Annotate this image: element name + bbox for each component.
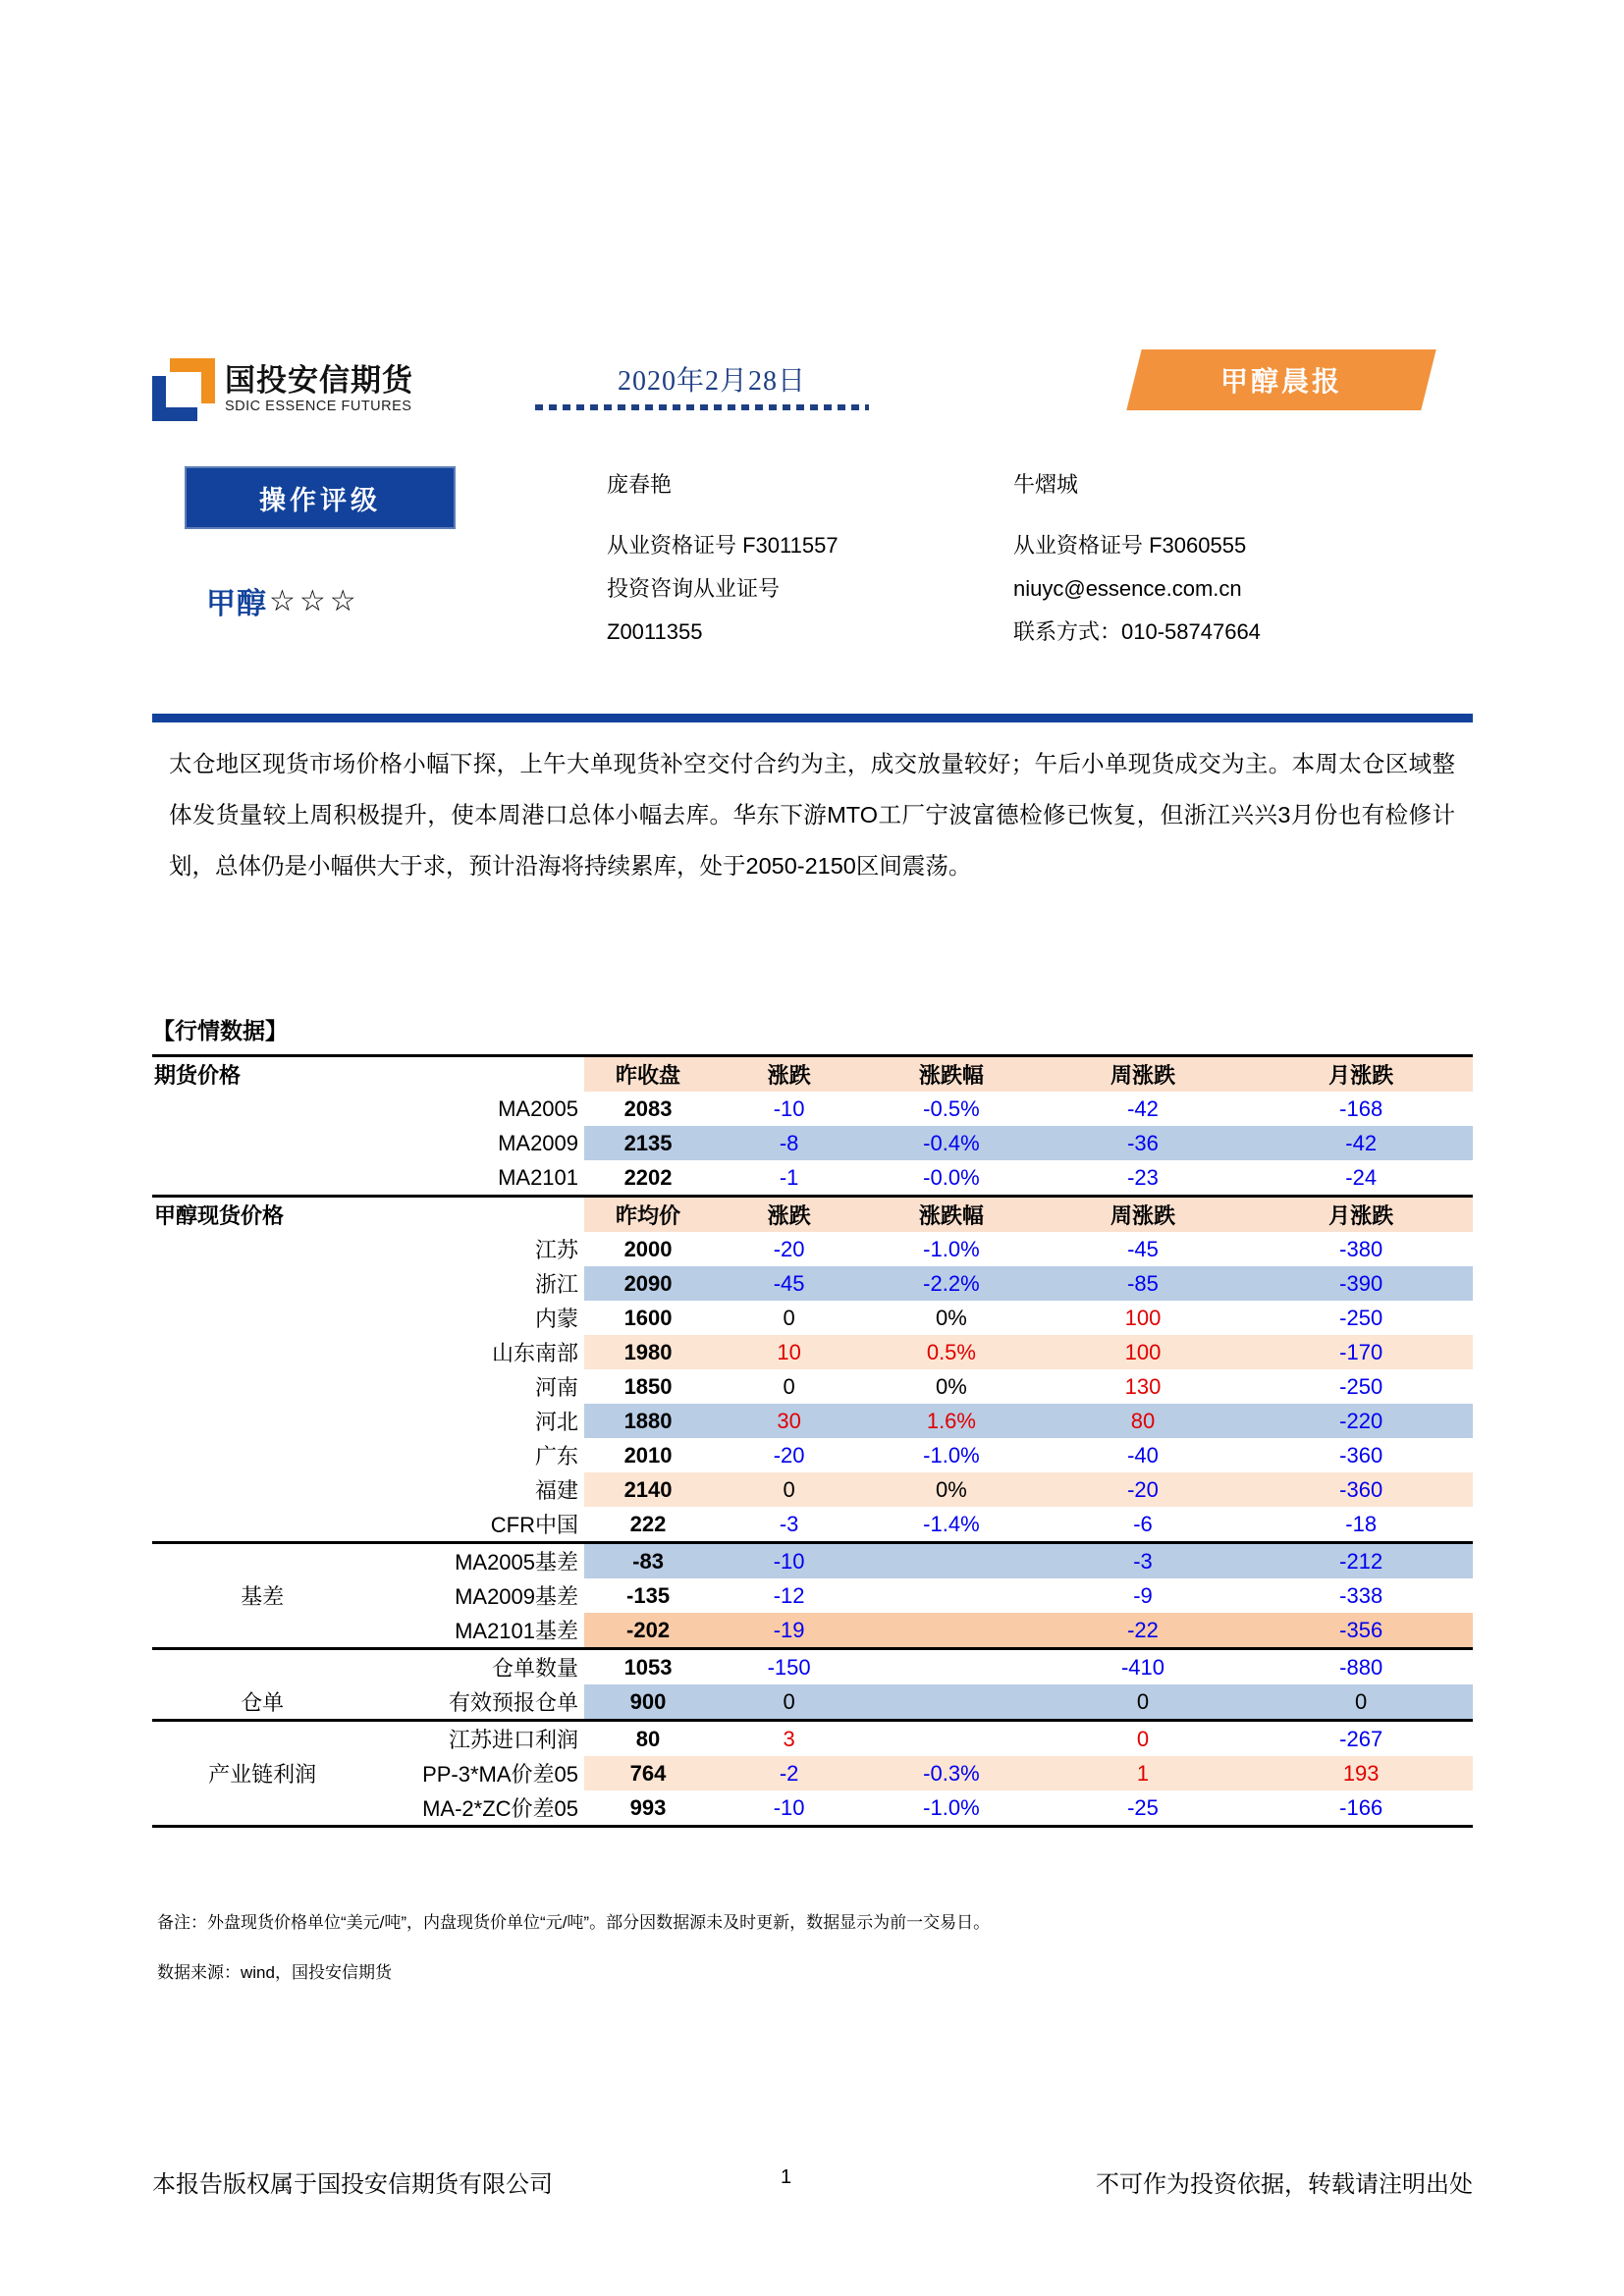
report-date-block <box>535 359 889 410</box>
row-change: 0 <box>712 1684 866 1721</box>
row-week-change: 130 <box>1037 1369 1250 1404</box>
row-value: 2083 <box>584 1092 712 1126</box>
table-note-source: 数据来源：wind，国投安信期货 <box>157 1963 392 1982</box>
report-date: 2020年2月28日 <box>617 366 806 397</box>
row-change-pct: 0.5% <box>866 1335 1036 1369</box>
row-change: 0 <box>712 1301 866 1335</box>
row-label: 仓单数量 <box>372 1649 584 1685</box>
row-change: 0 <box>712 1369 866 1404</box>
row-change: -19 <box>712 1613 866 1649</box>
logo-mark-icon <box>152 358 215 421</box>
row-label: PP-3*MA价差05 <box>422 1762 579 1787</box>
header-divider <box>152 714 1473 722</box>
row-month-change: -360 <box>1249 1438 1473 1472</box>
section-name: 基差 <box>241 1584 285 1609</box>
table-note-units: 备注：外盘现货价格单位“美元/吨”，内盘现货价单位“元/吨”。部分因数据源未及时更新，数据显示为前一交易日。 <box>157 1913 991 1932</box>
row-change-pct <box>866 1684 1036 1721</box>
row-label: MA2009基差 <box>455 1584 579 1609</box>
row-change: 0 <box>712 1472 866 1507</box>
row-value: -135 <box>584 1578 712 1613</box>
table-row <box>152 1472 1473 1507</box>
row-month-change: -212 <box>1249 1543 1473 1579</box>
row-month-change: -250 <box>1249 1301 1473 1335</box>
row-label: 内蒙 <box>535 1307 579 1331</box>
row-change: 30 <box>712 1404 866 1438</box>
row-label: 浙江 <box>535 1272 579 1297</box>
row-month-change: 193 <box>1249 1756 1473 1790</box>
row-week-change: 100 <box>1037 1301 1250 1335</box>
analyst-email[interactable]: niuyc@essence.com.cn <box>1013 576 1242 601</box>
analyst-contact-right <box>1013 463 1465 654</box>
row-label: 河北 <box>535 1410 579 1434</box>
row-label: 江苏 <box>535 1238 579 1262</box>
row-change: -3 <box>712 1507 866 1543</box>
report-header <box>152 342 1473 450</box>
row-week-change: -3 <box>1037 1543 1250 1579</box>
row-change: -150 <box>712 1649 866 1685</box>
section-name: 产业链利润 <box>208 1762 317 1787</box>
row-month-change: -338 <box>1249 1578 1473 1613</box>
col-header-change: 涨跌 <box>712 1197 866 1233</box>
section-name: 期货价格 <box>152 1056 372 1093</box>
section-name: 甲醇现货价格 <box>152 1197 372 1233</box>
table-row <box>152 1335 1473 1369</box>
row-month-change: 0 <box>1249 1684 1473 1721</box>
row-week-change: -85 <box>1037 1266 1250 1301</box>
row-month-change: -42 <box>1249 1126 1473 1160</box>
row-value: 2000 <box>584 1232 712 1266</box>
row-week-change: 0 <box>1037 1684 1250 1721</box>
row-value: 993 <box>584 1790 712 1827</box>
table-row <box>152 1126 1473 1160</box>
row-change: -12 <box>712 1578 866 1613</box>
row-change-pct: 0% <box>866 1301 1036 1335</box>
row-value: 1980 <box>584 1335 712 1369</box>
row-value: -83 <box>584 1543 712 1579</box>
table-row <box>152 1266 1473 1301</box>
row-change-pct: -0.4% <box>866 1126 1036 1160</box>
row-change-pct: -0.3% <box>866 1756 1036 1790</box>
row-change: -2 <box>712 1756 866 1790</box>
col-header-week-change: 周涨跌 <box>1037 1197 1250 1233</box>
row-label: 山东南部 <box>492 1341 579 1365</box>
row-change-pct: -1.0% <box>866 1790 1036 1827</box>
row-change-pct: -2.2% <box>866 1266 1036 1301</box>
row-change: -45 <box>712 1266 866 1301</box>
row-week-change: -9 <box>1037 1578 1250 1613</box>
row-change-pct <box>866 1578 1036 1613</box>
spacer-cell <box>372 1056 584 1093</box>
report-type-banner <box>1126 349 1435 410</box>
row-label: 有效预报仓单 <box>449 1690 579 1715</box>
row-change: 10 <box>712 1335 866 1369</box>
row-change-pct <box>866 1543 1036 1579</box>
row-value: 900 <box>584 1684 712 1721</box>
company-logo <box>152 351 447 428</box>
row-change: -1 <box>712 1160 866 1197</box>
row-value: 1880 <box>584 1404 712 1438</box>
date-dotted-rule <box>535 404 869 410</box>
row-label: 河南 <box>535 1375 579 1400</box>
row-value: -202 <box>584 1613 712 1649</box>
table-row <box>152 1438 1473 1472</box>
footer-page-number: 1 <box>781 2166 792 2188</box>
market-data-heading: 【行情数据】 <box>152 1018 288 1043</box>
col-header-change-pct: 涨跌幅 <box>866 1056 1036 1093</box>
row-change-pct <box>866 1721 1036 1757</box>
table-row <box>152 1721 1473 1757</box>
row-value: 1053 <box>584 1649 712 1685</box>
operation-rating-label: 操作评级 <box>259 485 381 515</box>
row-month-change: -24 <box>1249 1160 1473 1197</box>
row-value: 2010 <box>584 1438 712 1472</box>
analyst-consult-title: 投资咨询从业证号 <box>607 576 781 601</box>
row-label: CFR中国 <box>490 1513 579 1537</box>
row-week-change: -22 <box>1037 1613 1250 1649</box>
row-label: 福建 <box>535 1478 579 1503</box>
row-label: MA2101 <box>498 1164 579 1190</box>
row-month-change: -880 <box>1249 1649 1473 1685</box>
row-week-change: -42 <box>1037 1092 1250 1126</box>
table-row <box>152 1790 1473 1827</box>
market-data-table <box>152 1054 1473 1828</box>
row-change-pct <box>866 1649 1036 1685</box>
row-change-pct <box>866 1613 1036 1649</box>
row-value: 1850 <box>584 1369 712 1404</box>
report-type-label: 甲醇晨报 <box>1219 366 1342 397</box>
col-header-month-change: 月涨跌 <box>1249 1056 1473 1093</box>
row-week-change: 1 <box>1037 1756 1250 1790</box>
row-value: 2090 <box>584 1266 712 1301</box>
row-week-change: -410 <box>1037 1649 1250 1685</box>
table-row <box>152 1543 1473 1579</box>
col-header-week-change: 周涨跌 <box>1037 1056 1250 1093</box>
operation-rating-box <box>185 466 456 529</box>
table-row <box>152 1649 1473 1685</box>
analyst-contact-left <box>607 463 1019 654</box>
row-month-change: -360 <box>1249 1472 1473 1507</box>
table-section-header <box>152 1197 1473 1233</box>
row-change: -10 <box>712 1543 866 1579</box>
section-name: 仓单 <box>241 1690 285 1715</box>
row-week-change: -36 <box>1037 1126 1250 1160</box>
table-row <box>152 1232 1473 1266</box>
row-label: MA2005 <box>498 1095 579 1121</box>
row-week-change: 100 <box>1037 1335 1250 1369</box>
logo-chinese-name: 国投安信期货 <box>225 362 413 398</box>
footer-copyright: 本报告版权属于国投安信期货有限公司 <box>152 2171 553 2198</box>
row-week-change: -40 <box>1037 1438 1250 1472</box>
col-header-change-pct: 涨跌幅 <box>866 1197 1036 1233</box>
row-label: MA2009 <box>498 1130 579 1155</box>
analyst-name: 牛熠城 <box>1013 472 1079 497</box>
table-row <box>152 1369 1473 1404</box>
row-change-pct: -1.0% <box>866 1438 1036 1472</box>
row-change-pct: -0.0% <box>866 1160 1036 1197</box>
row-value: 1600 <box>584 1301 712 1335</box>
table-section-header <box>152 1056 1473 1093</box>
logo-english-name: SDIC ESSENCE FUTURES <box>225 399 412 415</box>
row-change: -10 <box>712 1092 866 1126</box>
product-name: 甲醇 <box>206 588 267 620</box>
table-row <box>152 1404 1473 1438</box>
col-header-value: 昨均价 <box>584 1197 712 1233</box>
product-rating <box>206 579 360 622</box>
row-label: MA2101基差 <box>455 1619 579 1643</box>
analyst-consult-number: Z0011355 <box>607 619 703 644</box>
row-month-change: -220 <box>1249 1404 1473 1438</box>
row-month-change: -380 <box>1249 1232 1473 1266</box>
row-value: 2140 <box>584 1472 712 1507</box>
row-value: 222 <box>584 1507 712 1543</box>
analyst-name: 庞春艳 <box>607 472 673 497</box>
table-row <box>152 1578 1473 1613</box>
row-week-change: 0 <box>1037 1721 1250 1757</box>
row-change-pct: -1.4% <box>866 1507 1036 1543</box>
spacer-cell <box>372 1197 584 1233</box>
row-label: 广东 <box>535 1444 579 1468</box>
row-change: -20 <box>712 1232 866 1266</box>
row-change-pct: 0% <box>866 1369 1036 1404</box>
row-month-change: -166 <box>1249 1790 1473 1827</box>
row-week-change: -20 <box>1037 1472 1250 1507</box>
table-row <box>152 1507 1473 1543</box>
row-month-change: -168 <box>1249 1092 1473 1126</box>
row-month-change: -390 <box>1249 1266 1473 1301</box>
row-change-pct: -0.5% <box>866 1092 1036 1126</box>
row-change-pct: 0% <box>866 1472 1036 1507</box>
row-week-change: -23 <box>1037 1160 1250 1197</box>
row-label: MA2005基差 <box>372 1543 584 1579</box>
analyst-phone: 联系方式：010-58747664 <box>1013 619 1261 644</box>
table-row <box>152 1613 1473 1649</box>
row-value: 80 <box>584 1721 712 1757</box>
row-month-change: -170 <box>1249 1335 1473 1369</box>
analyst-license: 从业资格证号 F3011557 <box>607 533 839 558</box>
footer-disclaimer: 不可作为投资依据，转载请注明出处 <box>1096 2171 1473 2198</box>
row-month-change: -356 <box>1249 1613 1473 1649</box>
row-week-change: -25 <box>1037 1790 1250 1827</box>
table-row <box>152 1160 1473 1197</box>
market-summary-text: 太仓地区现货市场价格小幅下探，上午大单现货补空交付合约为主，成交放量较好；午后小单现货成交为主。本周太仓区域整体发货量较上周积极提升，使本周港口总体小幅去库。华东下游MTO工厂宁波富德检修已恢复，但浙江兴兴3月份也有检修计划，总体仍是小幅供大于求，预计沿海将持续累库，处于2050-2150区间震荡。 <box>169 751 1455 879</box>
row-month-change: -250 <box>1249 1369 1473 1404</box>
table-row <box>152 1684 1473 1721</box>
rating-stars-icon: ☆☆☆ <box>269 584 360 617</box>
row-change: -20 <box>712 1438 866 1472</box>
row-value: 764 <box>584 1756 712 1790</box>
table-row <box>152 1301 1473 1335</box>
row-month-change: -18 <box>1249 1507 1473 1543</box>
row-change-pct: 1.6% <box>866 1404 1036 1438</box>
row-week-change: -45 <box>1037 1232 1250 1266</box>
row-label: 江苏进口利润 <box>372 1721 584 1757</box>
row-value: 2135 <box>584 1126 712 1160</box>
col-header-value: 昨收盘 <box>584 1056 712 1093</box>
row-change: 3 <box>712 1721 866 1757</box>
col-header-month-change: 月涨跌 <box>1249 1197 1473 1233</box>
analyst-license: 从业资格证号 F3060555 <box>1013 533 1247 558</box>
row-week-change: 80 <box>1037 1404 1250 1438</box>
row-change: -8 <box>712 1126 866 1160</box>
row-change-pct: -1.0% <box>866 1232 1036 1266</box>
table-row <box>152 1092 1473 1126</box>
table-row <box>152 1756 1473 1790</box>
row-label: MA-2*ZC价差05 <box>372 1790 584 1827</box>
col-header-change: 涨跌 <box>712 1056 866 1093</box>
row-week-change: -6 <box>1037 1507 1250 1543</box>
row-month-change: -267 <box>1249 1721 1473 1757</box>
row-value: 2202 <box>584 1160 712 1197</box>
row-change: -10 <box>712 1790 866 1827</box>
